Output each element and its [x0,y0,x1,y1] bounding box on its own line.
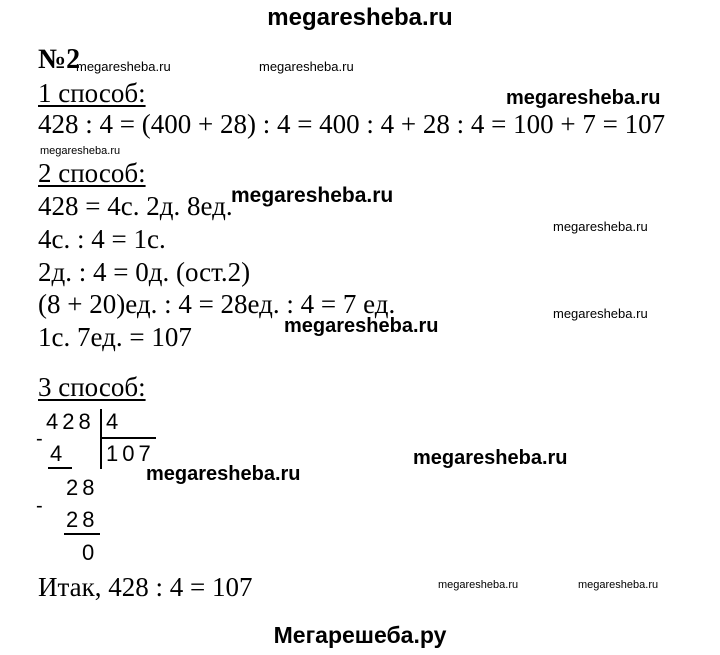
method2-line: 1с. 7ед. = 107 [38,322,192,352]
watermark: megaresheba.ru [231,184,394,207]
method1-heading: 1 способ: [38,78,146,108]
step-underline [64,533,100,535]
long-division [36,405,196,575]
watermark: megaresheba.ru [259,59,354,74]
method3-heading: 3 способ: [38,372,146,402]
watermark: megaresheba.ru [553,306,648,321]
division-bracket-vertical [100,409,102,469]
watermark: megaresheba.ru [146,463,301,485]
minus-sign: - [36,428,47,450]
method2-line: 2д. : 4 = 0д. (ост.2) [38,257,251,287]
method1-equation: 428 : 4 = (400 + 28) : 4 = 400 : 4 + 28 : 4 = 100 + 7 = 107 [38,109,666,139]
watermark: megaresheba.ru [553,219,648,234]
step-remainder: 28 [66,475,99,500]
watermark: megaresheba.ru [578,579,659,591]
division-bracket-horizontal [100,437,156,439]
watermark: megaresheba.ru [76,59,171,74]
watermark: megaresheba.ru [413,447,568,469]
watermark: megaresheba.ru [506,87,661,109]
step-subtrahend: 4 [50,441,67,466]
problem-number: №2 [38,44,81,75]
method2-line: 428 = 4с. 2д. 8ед. [38,191,233,221]
method2-line: (8 + 20)ед. : 4 = 28ед. : 4 = 7 ед. [38,289,396,319]
conclusion: Итак, 428 : 4 = 107 [38,572,253,602]
method2-line: 4с. : 4 = 1с. [38,224,166,254]
dividend: 428 [46,409,95,434]
quotient: 107 [106,441,155,466]
minus-sign: - [36,495,47,517]
divisor: 4 [106,409,123,434]
method2-heading: 2 способ: [38,158,146,188]
header-watermark: megaresheba.ru [267,4,453,31]
step-underline [48,467,72,469]
watermark: megaresheba.ru [284,315,439,337]
footer-title: Мегарешеба.ру [273,622,447,648]
watermark: megaresheba.ru [40,145,121,157]
step-subtrahend: 28 [66,507,99,532]
watermark: megaresheba.ru [438,579,519,591]
final-remainder: 0 [82,540,99,565]
